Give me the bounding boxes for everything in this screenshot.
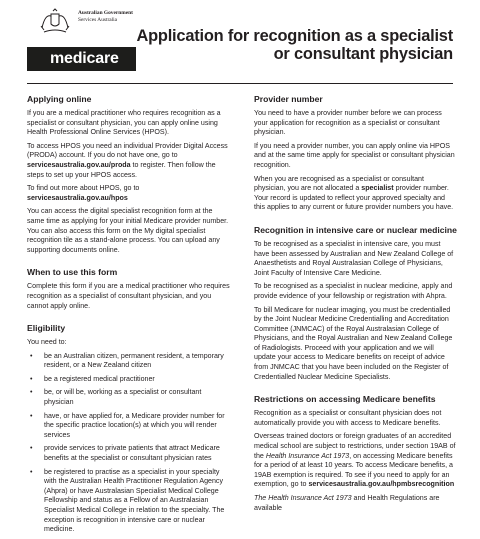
list-item: • be a registered medical practitioner — [27, 375, 230, 385]
paragraph: To access HPOS you need an individual Provider Digital Access (PRODA) account. If you do not have one, go to servicesaustralia.gov.au/proda to register. Then follow the steps to set up your HPOS access. — [27, 141, 228, 179]
title-line-2: or consultant physician — [273, 45, 453, 63]
left-column — [27, 94, 230, 539]
government-wordmark — [78, 10, 133, 24]
paragraph: To find out more about HPOS, go to servicesaustralia.gov.au/hpos — [27, 184, 140, 202]
paragraph: To bill Medicare for nuclear imaging, you must be credentialled by the Joint Nuclear Medicine Credentialling and Accreditation Committee (JNMCAC) of the Royal Australasian College of Physicians, and the Royal Australian and New Zealand College of Radiologists. Proceed with your application and we will update your access to Medicare benefits on receipt of advice from JNMCAC that you have been included on the Register of Credentialled Nuclear Medicine Specialists. — [254, 305, 453, 381]
paragraph: Overseas trained doctors or foreign graduates of an accredited medical school are subject to restrictions, under section 19AB of the Health Insurance Act 1973, on accessing Medicare benefits for a period of at least 10 years. To access Medicare benefits, a 19AB exemption is required. To see if you need to apply for an exemption, go to servicesaustralia.gov.au/hpmbsrecognition — [254, 432, 456, 489]
section-intensive-care-nuclear — [254, 225, 457, 382]
heading-intensive-care: Recognition in intensive care or nuclear medicine — [254, 224, 457, 235]
eligibility-list — [27, 352, 230, 535]
header-divider — [27, 83, 453, 84]
paragraph: You need to: — [27, 338, 67, 347]
section-restrictions — [254, 394, 457, 513]
section-applying-online — [27, 94, 230, 255]
medicare-logo: medicare — [27, 47, 136, 71]
list-item: • be registered to practise as a specialist in your specialty with the Australian Health Practitioner Regulation Agency (Ahpra) or have Australasian Specialist Medical College Fellowship and status as a Fellow of an Australasian Specialist Medical College in relation to the specialty. The exception is recognition in intensive care or nuclear medicine. — [27, 468, 230, 535]
hpos-link[interactable]: servicesaustralia.gov.au/hpos — [27, 193, 128, 202]
list-item: • provide services to private patients that attract Medicare benefits at the specialist or consultant physician rates — [27, 444, 230, 463]
proda-link[interactable]: servicesaustralia.gov.au/proda — [27, 160, 131, 169]
paragraph: You can access the digital specialist recognition form at the same time as applying for your initial Medicare provider number. You can also access this form on the My digital specialist recognition tile as a stand-alone process. You can upload any supporting documents online. — [27, 207, 229, 254]
heading-eligibility: Eligibility — [27, 323, 66, 334]
paragraph: To be recognised as a specialist in intensive care, you must have been assessed by Australian and New Zealand College of Anaesthetists and Royal Australasian College of Physicians, Joint Faculty of Intensive Care Medicine. — [254, 239, 454, 277]
gov-line-2: Services Australia — [78, 17, 118, 23]
page-header — [0, 0, 480, 84]
heading-restrictions: Restrictions on accessing Medicare benefits — [254, 394, 436, 405]
section-eligibility — [27, 323, 230, 535]
paragraph: Complete this form if you are a medical practitioner who requires recognition as a specialist of consultant physician, and you cannot apply online. — [27, 282, 230, 310]
section-provider-number — [254, 94, 457, 213]
paragraph: When you are recognised as a specialist or consultant physician, you are not allocated a specialist provider number. Your record is updated to reflect your approved specialty and this applies to any current or future provider numbers you have. — [254, 174, 454, 212]
list-item: • be, or will be, working as a specialist or consultant physician — [27, 388, 230, 407]
paragraph: The Health Insurance Act 1973 and Health Regulations are available — [254, 494, 440, 512]
paragraph: Recognition as a specialist or consultant physician does not automatically provide you with access to Medicare benefits. — [254, 409, 442, 427]
heading-provider-number: Provider number — [254, 94, 323, 104]
paragraph: To be recognised as a specialist in nuclear medicine, apply and provide evidence of your fellowship or registration with Ahpra. — [254, 282, 453, 300]
hpmbs-link[interactable]: servicesaustralia.gov.au/hpmbsrecognition — [308, 480, 455, 489]
title-line-1: Application for recognition as a specialist — [136, 27, 453, 45]
coat-of-arms-icon — [38, 8, 72, 36]
heading-when-to-use: When to use this form — [27, 267, 118, 278]
paragraph: You need to have a provider number before we can process your application for recognition as a specialist or consultant physician. — [254, 109, 442, 137]
paragraph: If you are a medical practitioner who requires recognition as a specialist or consultant physician, you can apply online using Health Professional Online Services (HPOS). — [27, 109, 221, 137]
list-item: • be an Australian citizen, permanent resident, a temporary resident, or a New Zealand citizen — [27, 352, 230, 371]
section-when-to-use — [27, 267, 230, 311]
heading-applying-online: Applying online — [27, 94, 92, 104]
right-column — [254, 94, 457, 517]
gov-line-1: Australian Government — [78, 10, 133, 16]
paragraph: If you need a provider number, you can apply online via HPOS and at the same time apply for specialist or consultant physician recognition. — [254, 141, 455, 169]
list-item: • have, or have applied for, a Medicare provider number for the specific practice location(s) at which you will render services — [27, 412, 230, 441]
form-title — [136, 27, 453, 63]
